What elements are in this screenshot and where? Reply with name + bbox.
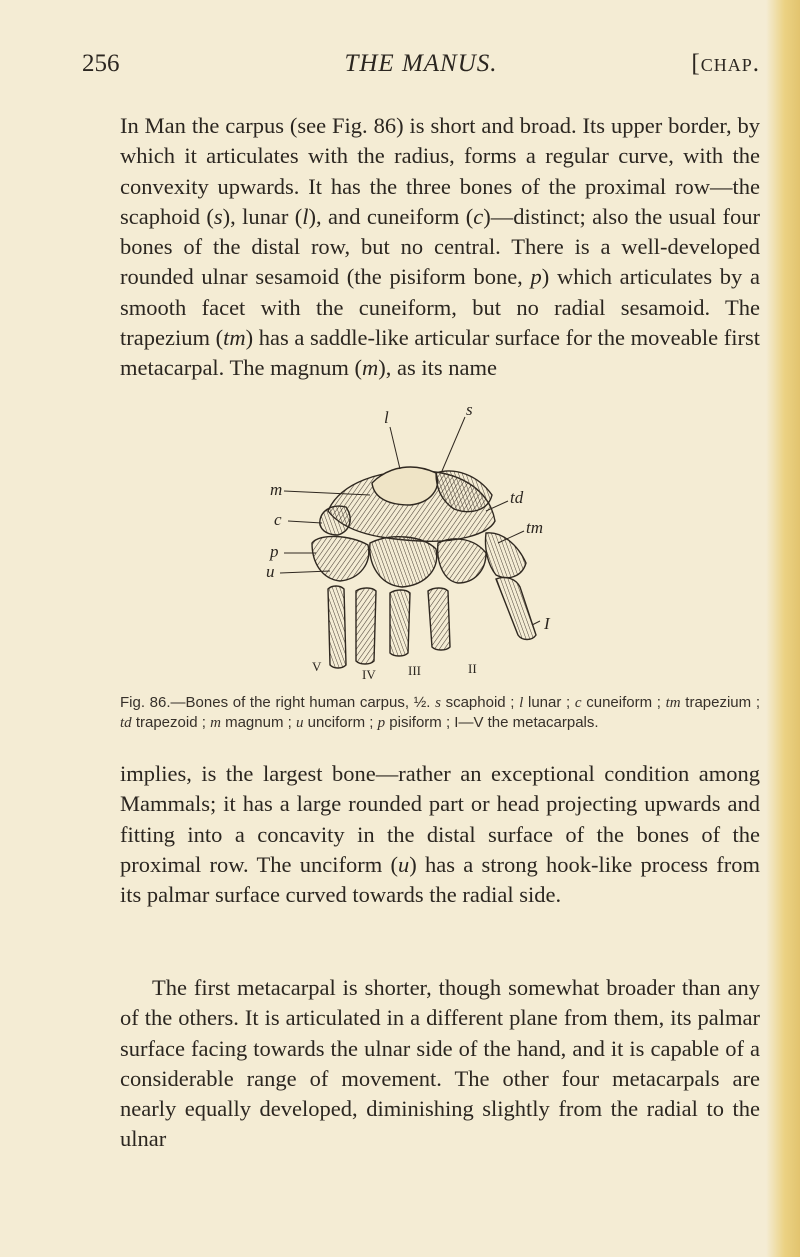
- figure-label-m: m: [270, 480, 283, 499]
- running-header: [82, 50, 760, 90]
- abbreviation-letter: s: [213, 203, 223, 229]
- abbreviation-letter: l: [519, 695, 524, 711]
- text-run: trapezium ;: [680, 694, 760, 711]
- running-title: THE MANUS.: [344, 50, 498, 77]
- figure-label-IV: IV: [362, 667, 376, 682]
- text-run: The first metacarpal is shorter, though somewhat broader than any of the others. It is articulated in a different plane from them, its palmar surface facing towards the ulnar side of the hand, and it is capable of a considerable range of movement. The other four metacarpals are nearly equally developed, diminishing slightly from the radial to the ulnar: [120, 975, 760, 1152]
- abbreviation-letter: tm: [223, 325, 246, 351]
- text-run: unciform ;: [303, 714, 378, 731]
- text-run: ), as its name: [378, 355, 497, 381]
- text-run: pisiform ; I—V the metacarpals.: [385, 714, 599, 731]
- text-run: lunar ;: [523, 694, 575, 711]
- figure-label-I: I: [544, 614, 550, 633]
- abbreviation-letter: u: [295, 715, 304, 731]
- figure-label-l: l: [384, 408, 389, 427]
- text-run: ) has a saddle-like articular surface for the moveable first metacarpal. The magnum (: [120, 325, 761, 381]
- abbreviation-letter: tm: [665, 695, 681, 711]
- text-run: )—distinct; also the usual four bones of the distal row, but no central. There is a well-developed rounded ulnar sesamoid (the pisiform bone,: [120, 203, 761, 290]
- abbreviation-letter: c: [473, 203, 484, 229]
- abbreviation-letter: m: [362, 355, 379, 381]
- text-run: Fig. 86.—Bones of the right human carpus, ½.: [120, 694, 436, 711]
- paragraph-carpus-intro: [120, 111, 760, 384]
- text-run: magnum ;: [220, 714, 296, 731]
- figure-label-tm: tm: [526, 518, 543, 537]
- figure-label-II: II: [468, 661, 477, 676]
- carpal-bones-drawing: [312, 467, 536, 668]
- chapter-marker: [chap.: [691, 50, 760, 77]
- figure-label-u: u: [266, 562, 275, 581]
- figure-label-c: c: [274, 510, 282, 529]
- text-run: ) has a strong hook-like process from its palmar surface curved towards the radial side.: [120, 851, 761, 908]
- figure-label-V: V: [312, 659, 322, 674]
- figure-label-td: td: [510, 488, 524, 507]
- paragraph-magnum-unciform: [120, 759, 760, 910]
- text-run: ) which articulates by a smooth facet with the cuneiform, but no radial sesamoid. The trapezium (: [120, 264, 760, 351]
- page-number: 256: [82, 50, 120, 77]
- page-edge-shading: [766, 0, 800, 1257]
- text-run: In Man the carpus (see Fig. 86) is short and broad. Its upper border, by which it articulates with the radius, forms a regular curve, with the convexity upwards. It has the three bones of the proximal row—the scaphoid (: [120, 113, 760, 229]
- text-run: scaphoid ;: [440, 694, 520, 711]
- abbreviation-letter: c: [574, 695, 582, 711]
- figure-label-p: p: [270, 542, 279, 561]
- text-run: cuneiform ;: [581, 694, 666, 711]
- abbreviation-letter: l: [302, 203, 309, 229]
- abbreviation-letter: p: [530, 264, 542, 290]
- abbreviation-letter: s: [435, 695, 441, 711]
- figure-label-s: s: [466, 403, 473, 419]
- text-run: trapezoid ;: [131, 714, 211, 731]
- text-run: implies, is the largest bone—rather an exceptional condition among Mammals; it has a large rounded part or head projecting upwards and fitting into a concavity in the distal surface of the bones of the proximal row. The unciform (: [120, 761, 760, 877]
- abbreviation-letter: u: [398, 851, 410, 877]
- figure-label-III: III: [408, 663, 421, 678]
- abbreviation-letter: p: [377, 715, 386, 731]
- figure-86-caption: [120, 693, 760, 733]
- text-run: ), lunar (: [222, 203, 303, 229]
- figure-86-carpus-illustration: [250, 403, 590, 693]
- text-run: ), and cuneiform (: [308, 203, 474, 229]
- abbreviation-letter: m: [210, 715, 221, 731]
- abbreviation-letter: td: [120, 715, 132, 731]
- paragraph-metacarpals: [120, 973, 760, 1155]
